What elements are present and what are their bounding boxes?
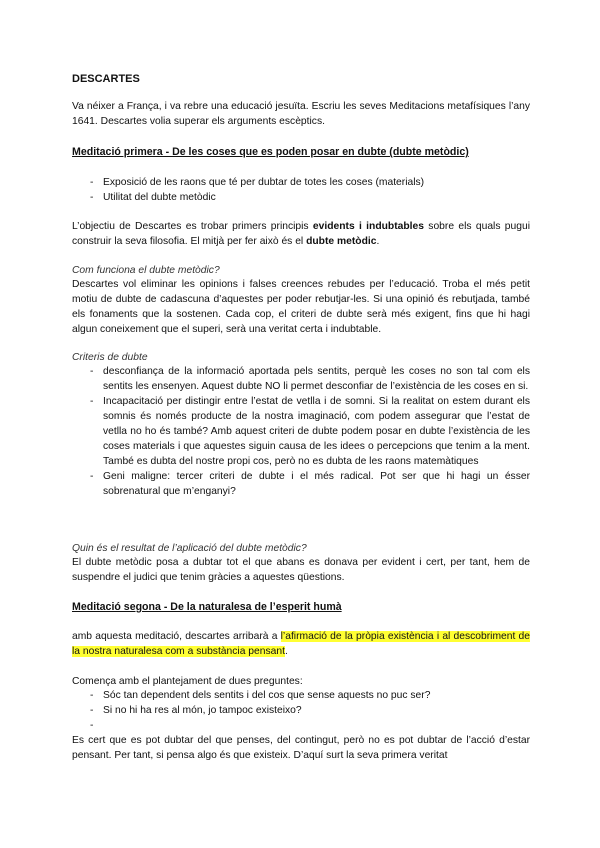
question-result: Quin és el resultat de l’aplicació del dubte metòdic? bbox=[72, 543, 307, 554]
meditation-1-heading: Meditació primera - De les coses que es poden posar en dubte (dubte metòdic) bbox=[72, 146, 469, 158]
questions-lead: Comença amb el plantejament de dues preguntes: bbox=[72, 676, 303, 687]
meditation-2-intro: amb aquesta meditació, descartes arribarà a l’afirmació de la pròpia existència i al descobriment de la nostra naturalesa com a substància pensant. bbox=[72, 631, 530, 657]
objective-paragraph: L’objectiu de Descartes es trobar primers principis evidents i indubtables sobre els quals pugui construir la seva filosofia. El mitjà per fer això és el dubte metòdic. bbox=[72, 221, 530, 247]
list-item: - Geni maligne: tercer criteri de dubte i el més radical. Pot ser que hi hagi un ésser sobrenatural que m’enganyi? bbox=[90, 471, 530, 497]
criteria-list bbox=[72, 364, 530, 499]
criteria-heading: Criteris de dubte bbox=[72, 352, 148, 363]
emphasis-evident: evidents i indubtables bbox=[312, 221, 424, 232]
highlighted-text: l’afirmació de la pròpia existència i al descobriment de la nostra naturalesa com a substància pensant bbox=[72, 631, 530, 657]
list-item: - Si no hi ha res al món, jo tampoc existeixo? bbox=[90, 705, 302, 716]
how-it-works-paragraph: Descartes vol eliminar les opinions i falses creences rebudes per l’educació. Troba el més petit motiu de dubte de cadascuna d’aquestes per poder rebutjar-les. Si una opinió és rebutjada, també els fonaments que la sostenen. Cada cop, el criteri de dubte serà més exigent, fins que hi hagi algun coneixement que el superi, serà una veritat certa i indubtable. bbox=[72, 279, 530, 335]
list-item: - Incapacitació per distingir entre l’estat de vetlla i de somni. Si la realitat on estem durant els somnis és només producte de la nostra imaginació, com podem assegurar que l’estat de vetlla no ho és també? Amb aquest criteri de dubte podem posar en dubte l’existència de les coses materials i que aquestes siguin causa de les idees o percepcions que tenim a la ment. També es dubta del nostre propi cos, però no es dubta de les raons matemàtiques bbox=[90, 396, 530, 467]
list-item: - Utilitat del dubte metòdic bbox=[90, 192, 216, 203]
list-item: - Sóc tan dependent dels sentits i del cos que sense aquests no puc ser? bbox=[90, 690, 431, 701]
document-title: DESCARTES bbox=[72, 73, 140, 85]
list-item: - Exposició de les raons que té per dubtar de totes les coses (materials) bbox=[90, 177, 425, 188]
question-how-it-works: Com funciona el dubte metòdic? bbox=[72, 265, 220, 276]
list-item: - desconfiança de la informació aportada pels sentits, perquè les coses no son tal com els sentits les ensenyen. Aquest dubte NO li permet desconfiar de l’existència de les coses en si. bbox=[90, 366, 530, 392]
intro-paragraph: Va néixer a França, i va rebre una educació jesuïta. Escriu les seves Meditacions metafísiques l’any 1641. Descartes volia superar els arguments escèptics. bbox=[72, 101, 530, 127]
meditation-1-bullets bbox=[72, 175, 530, 205]
cogito-paragraph: Es cert que es pot dubtar del que penses, del contingut, però no es pot dubtar de l’acció d’estar pensant. Per tant, si pensa algo és que existeix. D’aquí surt la seva primera veritat bbox=[72, 735, 530, 761]
meditation-2-heading: Meditació segona - De la naturalesa de l’esperit humà bbox=[72, 601, 342, 613]
questions-list: - Sóc tan dependent dels sentits i del cos que sense aquests no puc ser? - Si no hi ha res al món, jo tampoc existeixo? - bbox=[72, 688, 530, 718]
result-paragraph: El dubte metòdic posa a dubtar tot el que abans es donava per evident i cert, per tant, hem de suspendre el judici que tenim gràcies a aquestes qüestions. bbox=[72, 557, 530, 583]
emphasis-dubte-metodic: dubte metòdic bbox=[306, 236, 377, 247]
